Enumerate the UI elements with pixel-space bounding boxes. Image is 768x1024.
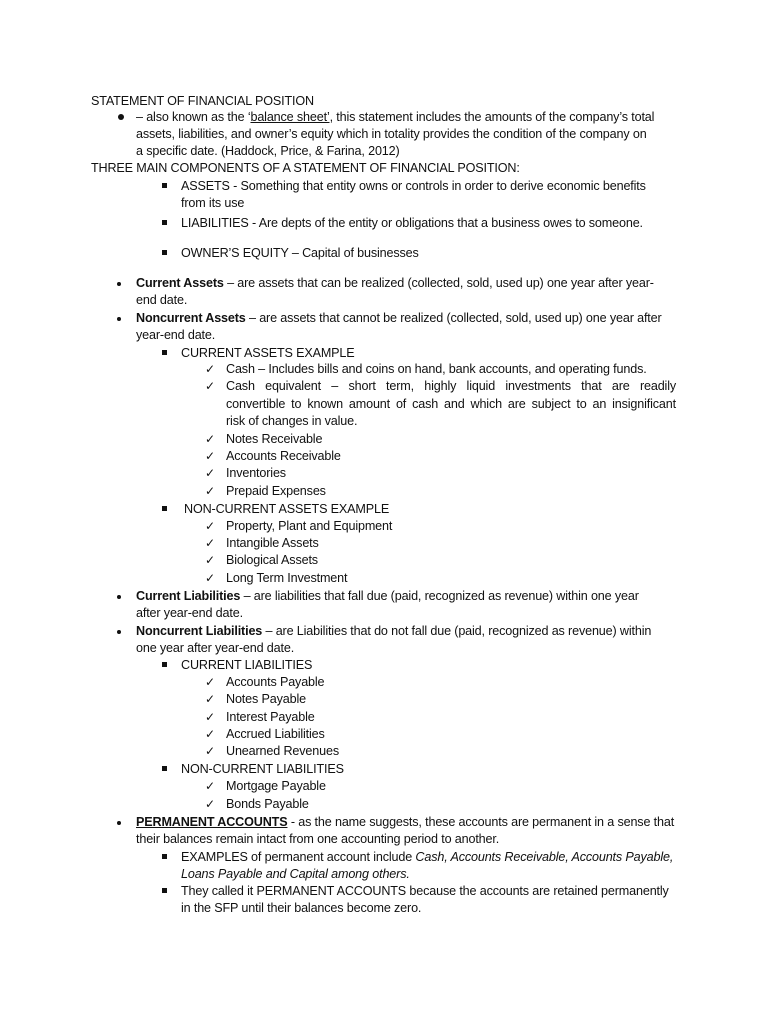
- checkmark-icon: ✓: [205, 466, 216, 480]
- square-bullet: [162, 250, 167, 255]
- list-item: Property, Plant and Equipment: [226, 519, 393, 533]
- square-bullet: [162, 888, 167, 893]
- noncurrent-assets-example-heading: NON-CURRENT ASSETS EXAMPLE: [184, 502, 390, 516]
- noncurrent-liabilities-line-1: Noncurrent Liabilities – are Liabilities that do not fall due (paid, recognized as revenue) within: [136, 624, 652, 638]
- checkmark-icon: ✓: [205, 484, 216, 498]
- list-item: Unearned Revenues: [226, 744, 339, 758]
- current-liabilities-line-2: after year-end date.: [136, 606, 243, 620]
- noncurrent-assets-line-1: Noncurrent Assets – are assets that cannot be realized (collected, sold, used up) one year after: [136, 311, 662, 325]
- bullet-dot: [117, 317, 121, 321]
- square-bullet: [162, 766, 167, 771]
- bullet-dot: [117, 630, 121, 634]
- current-liabilities-heading: CURRENT LIABILITIES: [181, 658, 313, 672]
- components-heading: THREE MAIN COMPONENTS OF A STATEMENT OF FINANCIAL POSITION:: [91, 161, 520, 175]
- document-title: STATEMENT OF FINANCIAL POSITION: [91, 94, 314, 108]
- list-item: Accounts Receivable: [226, 449, 341, 463]
- list-item: Notes Receivable: [226, 432, 323, 446]
- list-item: Prepaid Expenses: [226, 484, 326, 498]
- current-assets-line-1: Current Assets – are assets that can be realized (collected, sold, used up) one year after year-: [136, 276, 654, 290]
- equity-line: OWNER’S EQUITY – Capital of businesses: [181, 246, 419, 260]
- square-bullet: [162, 506, 167, 511]
- assets-line-1: ASSETS - Something that entity owns or controls in order to derive economic benefits: [181, 179, 646, 193]
- list-item: Inventories: [226, 466, 286, 480]
- checkmark-icon: ✓: [205, 779, 216, 793]
- list-item: Biological Assets: [226, 553, 318, 567]
- checkmark-icon: ✓: [205, 519, 216, 533]
- cash-equivalent-line-2: convertible to known amount of cash and which are subject to an insignificant: [226, 397, 676, 411]
- bullet-dot: [117, 595, 121, 599]
- permanent-reason-line-2: in the SFP until their balances become zero.: [181, 901, 422, 915]
- intro-line-2: assets, liabilities, and owner’s equity which in totality provides the condition of the company on: [136, 127, 647, 141]
- list-item: Notes Payable: [226, 692, 306, 706]
- list-item: Mortgage Payable: [226, 779, 326, 793]
- checkmark-icon: ✓: [205, 553, 216, 567]
- checkmark-icon: ✓: [205, 449, 216, 463]
- checkmark-icon: ✓: [205, 571, 216, 585]
- list-item: Interest Payable: [226, 710, 315, 724]
- checkmark-icon: ✓: [205, 797, 216, 811]
- checkmark-icon: ✓: [205, 379, 216, 393]
- checkmark-icon: ✓: [205, 744, 216, 758]
- intro-line-3: a specific date. (Haddock, Price, & Farina, 2012): [136, 144, 400, 158]
- current-assets-example-heading: CURRENT ASSETS EXAMPLE: [181, 346, 355, 360]
- square-bullet: [162, 220, 167, 225]
- cash-equivalent-line-3: risk of changes in value.: [226, 414, 358, 428]
- permanent-line-1: PERMANENT ACCOUNTS - as the name suggests, these accounts are permanent in a sense that: [136, 815, 675, 829]
- permanent-examples-line-2: Loans Payable and Capital among others.: [181, 867, 410, 881]
- list-item: Accrued Liabilities: [226, 727, 325, 741]
- list-item: Accounts Payable: [226, 675, 325, 689]
- bullet-dot: [117, 821, 121, 825]
- bullet-dot: [118, 114, 124, 120]
- square-bullet: [162, 183, 167, 188]
- square-bullet: [162, 854, 167, 859]
- permanent-examples-line-1: EXAMPLES of permanent account include Cash, Accounts Receivable, Accounts Payable,: [181, 850, 674, 864]
- square-bullet: [162, 662, 167, 667]
- checkmark-icon: ✓: [205, 710, 216, 724]
- list-item: Intangible Assets: [226, 536, 319, 550]
- noncurrent-assets-line-2: year-end date.: [136, 328, 216, 342]
- list-item: Bonds Payable: [226, 797, 309, 811]
- noncurrent-liabilities-heading: NON-CURRENT LIABILITIES: [181, 762, 344, 776]
- current-assets-line-2: end date.: [136, 293, 188, 307]
- assets-line-2: from its use: [181, 196, 245, 210]
- liabilities-line: LIABILITIES - Are depts of the entity or obligations that a business owes to someone.: [181, 216, 643, 230]
- checkmark-icon: ✓: [205, 727, 216, 741]
- square-bullet: [162, 350, 167, 355]
- checkmark-icon: ✓: [205, 432, 216, 446]
- cash-equivalent-line-1: Cash equivalent – short term, highly liquid investments that are readily: [226, 379, 676, 393]
- checkmark-icon: ✓: [205, 675, 216, 689]
- intro-line-1: – also known as the ‘balance sheet’, this statement includes the amounts of the company’s total: [136, 110, 655, 124]
- checkmark-icon: ✓: [205, 692, 216, 706]
- current-liabilities-line-1: Current Liabilities – are liabilities that fall due (paid, recognized as revenue) within one year: [136, 589, 639, 603]
- permanent-line-2: their balances remain intact from one accounting period to another.: [136, 832, 500, 846]
- checkmark-icon: ✓: [205, 362, 216, 376]
- noncurrent-liabilities-line-2: one year after year-end date.: [136, 641, 295, 655]
- permanent-reason-line-1: They called it PERMANENT ACCOUNTS because the accounts are retained permanently: [181, 884, 669, 898]
- list-item: Long Term Investment: [226, 571, 348, 585]
- bullet-dot: [117, 282, 121, 286]
- cash-line: Cash – Includes bills and coins on hand, bank accounts, and operating funds.: [226, 362, 647, 376]
- checkmark-icon: ✓: [205, 536, 216, 550]
